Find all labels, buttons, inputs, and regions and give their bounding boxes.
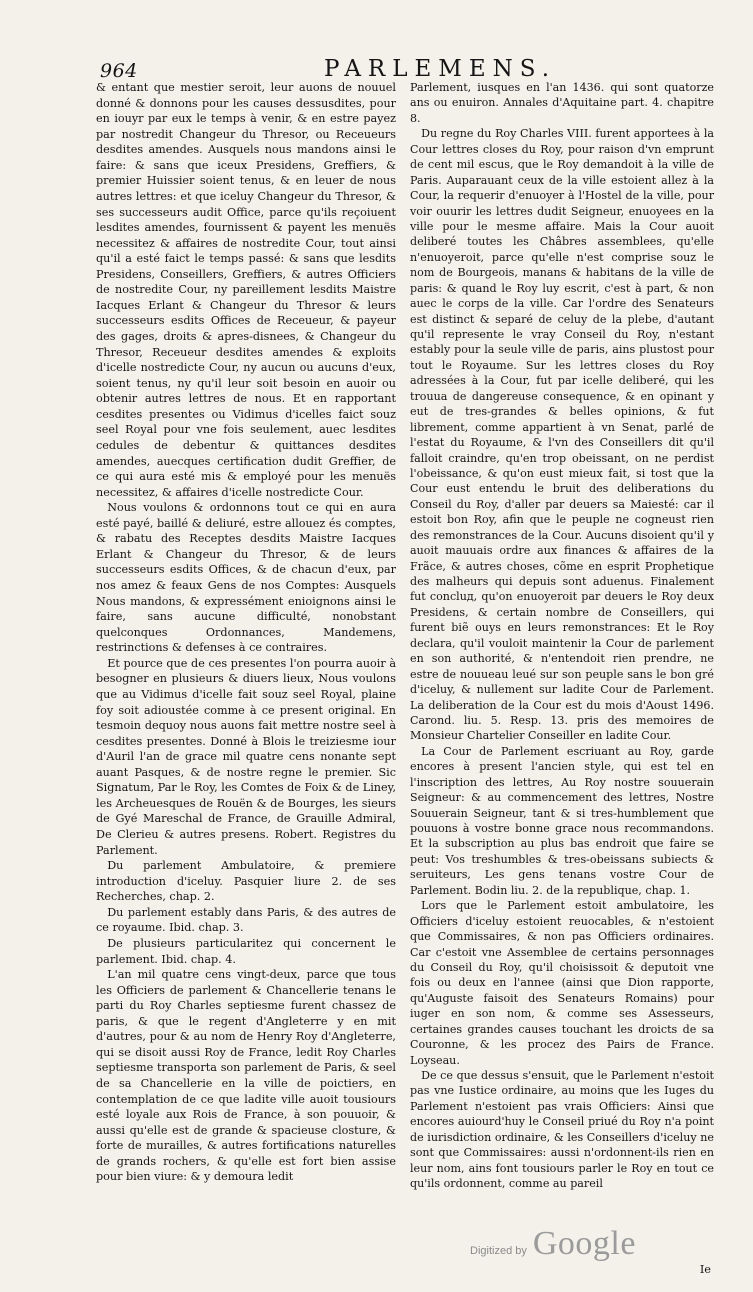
digitized-by-label: Digitized by: [470, 1245, 527, 1257]
digitization-watermark: [470, 1225, 636, 1263]
left-paragraph: Et pource que de ces presentes l'on pourra auoir à besogner en plusieurs & diuers lieux, Nous voulons que au Vidimus d'icelle fait souz seel Royal, plaine foy soit adioustée comme à ce present original. En tesmoin dequoy nous auons fait mettre nostre seel à cesdites presentes. Donné à Blois le treiziesme iour d'Auril l'an de grace mil quatre cens nonante sept auant Pasques, & de nostre regne le premier. Sic Signatum, Par le Roy, les Comtes de Foix & de Liney, les Archeuesques de Rouën & de Bourges, les sieurs de Gyé Mareschal de France, de Grauille Admiral, De Clerieu & autres presens. Robert. Registres du Parlement.: [96, 656, 396, 857]
left-paragraph: Du parlement Ambulatoire, & premiere introduction d'iceluy. Pasquier liure 2. de ses Recherches, chap. 2.: [96, 859, 396, 904]
right-paragraph: Lors que le Parlement estoit ambulatoire, les Officiers d'iceluy estoient reuocables, & n'estoient que Commissaires, & non pas Officiers ordinaires. Car c'estoit vne Assemblee de certains personnages du Conseil du Roy, qu'il choisissoit & deputoit vne fois ou deux en l'annee (ainsi que Dion rapporte, qu'Auguste faisoit des Senateurs Romains) pour iuger en son nom, & comme ses Assesseurs, certaines grandes causes touchant les droicts de sa Couronne, & les procez des Pairs de France. Loyseau.: [410, 899, 714, 1067]
right-column: [410, 80, 714, 1192]
left-column: [96, 80, 396, 1185]
left-paragraph: & entant que mestier seroit, leur auons de nouuel donné & donnons pour les causes dessusdites, pour en iouyr par eux le temps à venir, & en estre payez par nostredit Changeur du Thresor, ou Receueurs desdites amendes. Ausquels nous mandons ainsi le faire: & sans que iceux Presidens, Greffiers, & premier Huissier soient tenus, & en leuer de nous autres lettres: et que iceluy Changeur du Thresor, & ses successeurs audit Office, parce qu'ils reçoiuent lesdites amendes, fournissent & payent les menuës necessitez & affaires de nostredite Cour, tout ainsi qu'il a esté faict le temps passé: & sans que lesdits Presidens, Conseillers, Greffiers, & autres Officiers de nostredite Cour, ny pareillement lesdits Maistre Iacques Erlant & Changeur du Thresor & leurs successeurs esdits Offices de Receueur, & payeur des gages, droits & apres-disnees, & Changeur du Thresor, Receueur desdites amendes & exploits d'icelle nostredicte Cour, ny aucun ou aucuns d'eux, soient tenus, ny qu'il leur soit besoin en auoir ou obtenir autres lettres de nous. Et en rapportant cesdites presentes ou Vidimus d'icelles faict souz seel Royal pour vne fois seulement, auec lesdites cedules de debentur & quittances desdites amendes, auecques certification dudit Greffier, de ce qui aura esté mis & employé pour les menuës necessitez, & affaires d'icelle nostredicte Cour.: [96, 81, 396, 499]
right-paragraph: De ce que dessus s'ensuit, que le Parlement n'estoit pas vne Iustice ordinaire, au moins que les Iuges du Parlement n'estoient pas vrais Officiers: Ainsi que encores auiourd'huy le Conseil priué du Roy n'a point de iurisdiction ordinaire, & les Conseillers d'iceluy ne sont que Commissaires: aussi n'ordonnent-ils rien en leur nom, ains font tousiours parler le Roy en tout ce qu'ils ordonnent, comme au pareil: [410, 1069, 714, 1191]
left-paragraph: Nous voulons & ordonnons tout ce qui en aura esté payé, baillé & deliuré, estre allouez és comptes, & rabatu des Receptes desdits Maistre Iacques Erlant & Changeur du Thresor, & de leurs successeurs esdits Offices, & de chacun d'eux, par nos amez & feaux Gens de nos Comptes: Ausquels Nous mandons, & expressément enioignons ainsi le faire, sans aucune difficulté, nonobstant quelconques Ordonnances, Mandemens, restrinctions & defenses à ce contraires.: [96, 501, 396, 655]
google-logo: Google: [532, 1225, 636, 1262]
left-paragraph: Du parlement estably dans Paris, & des autres de ce royaume. Ibid. chap. 3.: [96, 905, 396, 935]
left-paragraph: L'an mil quatre cens vingt-deux, parce que tous les Officiers de parlement & Chancellerie tenans le parti du Roy Charles septiesme furent chassez de paris, & que le regent d'Angleterre y en mit d'autres, pour & au nom de Henry Roy d'Angleterre, qui se disoit aussi Roy de France, ledit Roy Charles septiesme transporta son parlement de Paris, & seel de sa Chancellerie en la ville de poictiers, en contemplation de ce que ladite ville auoit tousiours esté loyale aux Rois de France, à son pouuoir, & aussi qu'elle est de grande & spacieuse closture, & forte de murailles, & autres fortifications naturelles de grands rochers, & qu'elle est fort bien assise pour bien viure: & y demoura ledit: [96, 968, 396, 1184]
page-number: 964: [100, 60, 138, 82]
right-paragraph: La Cour de Parlement escriuant au Roy, garde encores à present l'ancien style, qui est tel en l'inscription des lettres, Au Roy nostre souuerain Seigneur: & au commencement des lettres, Nostre Souuerain Seigneur, tant & si tres-humblement que pouuons à vostre bonne grace nous recommandons. Et la subscription au plus bas endroit que faire se peut: Vos treshumbles & tres-obeissans subiects & seruiteurs, Les gens tenans vostre Cour de Parlement. Bodin liu. 2. de la republique, chap. 1.: [410, 744, 714, 897]
right-paragraph: Du regne du Roy Charles VIII. furent apportees à la Cour lettres closes du Roy, pour raison d'vn emprunt de cent mil escus, que le Roy demandoit à la ville de Paris. Auparauant ceux de la ville estoient allez à la Cour, la requerir d'enuoyer à l'Hostel de la ville, pour voir ouurir les lettres dudit Seigneur, enuoyees en la ville pour le mesme affaire. Mais la Cour auoit deliberé toutes les Châbres assemblees, qu'elle n'enuoyeroit, parce qu'elle n'est comprise souz le nom de Bourgeois, manans & habitans de la ville de paris: & quand le Roy luy escrit, c'est à part, & non auec le corps de la ville. Car l'ordre des Senateurs est distinct & separé de celuy de la plebe, d'autant qu'il represente le vray Conseil du Roy, n'estant estably pour la seule ville de paris, ains plustost pour tout le Royaume. Sur les lettres closes du Roy adressées à la Cour, fut par icelle deliberé, qui les trouua de dangereuse consequence, & en opinant y eut de tres-grandes & belles opinions, & fut librement, comme appartient à vn Senat, parlé de l'estat du Royaume, & l'vn des Conseillers dit qu'il falloit craindre, qu'en trop obeissant, on ne perdist l'obeissance, & qu'on eust mieux fait, si tost que la Cour eust entendu le bruit des deliberations du Conseil du Roy, d'aller par deuers sa Maiesté: car il estoit bon Roy, afin que le peuple ne cogneust rien des remonstrances de la Cour. Aucuns disoient qu'il y auoit mauuais ordre aux finances & affaires de la Frãce, & autres choses, cõme en esprit Prophetique des malheurs qui depuis sont aduenus. Finalement fut concluд, qu'on enuoyeroit par deuers le Roy deux Presidens, & certain nombre de Conseillers, qui furent biẽ ouys en leurs remonstrances: Et le Roy declara, qu'il vouloit maintenir la Cour de parlement en son authorité, & n'entendoit rien prendre, ne estre de nouueau leué sur son peuple sans le bon gré d'iceluy, & nullement sur ladite Cour de Parlement. La deliberation de la Cour est du mois d'Aoust 1496. Carond. liu. 5. Resp. 13. pris des memoires de Monsieur Chartelier Conseiller en ladite Cour.: [410, 127, 714, 743]
running-title: PARLEMENS.: [323, 56, 557, 82]
left-paragraph: De plusieurs particularitez qui concernent le parlement. Ibid. chap. 4.: [96, 936, 396, 966]
catchword: Ie: [699, 1263, 711, 1276]
right-paragraph: Parlement, iusques en l'an 1436. qui sont quatorze ans ou enuiron. Annales d'Aquitaine part. 4. chapitre 8.: [410, 81, 714, 125]
